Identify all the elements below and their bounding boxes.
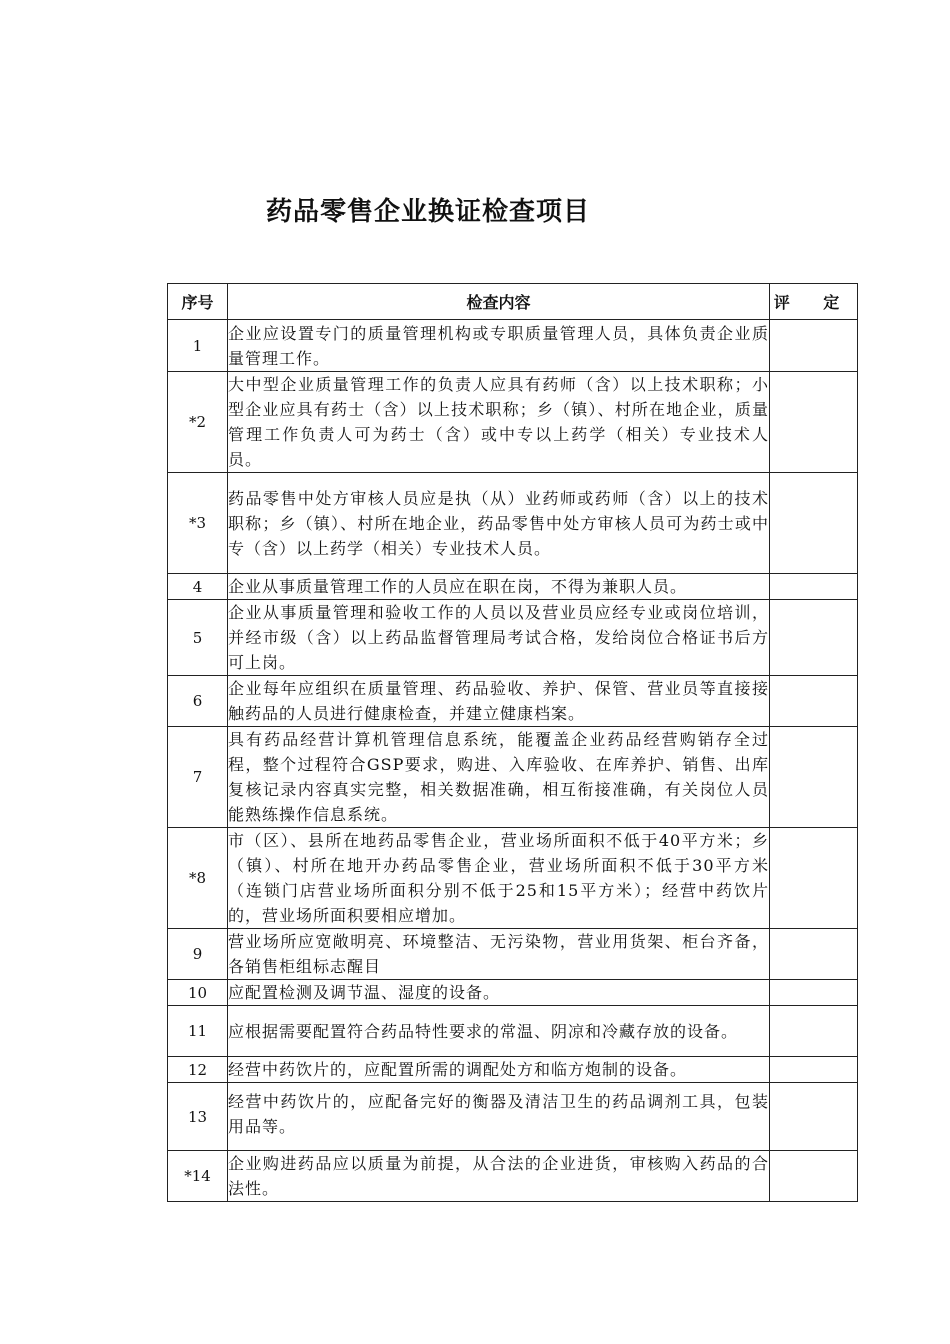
row-number: *8 — [168, 828, 228, 929]
table-row — [168, 676, 858, 727]
table-row — [168, 1057, 858, 1083]
row-rating-cell[interactable] — [770, 372, 858, 473]
table-row — [168, 473, 858, 574]
table-row — [168, 980, 858, 1006]
row-number: *3 — [168, 473, 228, 574]
row-rating-cell[interactable] — [770, 980, 858, 1006]
table-row — [168, 372, 858, 473]
row-content: 营业场所应宽敞明亮、环境整洁、无污染物，营业用货架、柜台齐备，各销售柜组标志醒目 — [228, 929, 770, 980]
page-title: 药品零售企业换证检查项目 — [266, 197, 591, 227]
row-rating-cell[interactable] — [770, 1057, 858, 1083]
inspection-table — [167, 283, 858, 1202]
header-rating — [770, 284, 858, 320]
row-number: 9 — [168, 929, 228, 980]
row-content: 市（区）、县所在地药品零售企业，营业场所面积不低于40平方米；乡（镇）、村所在地开办药品零售企业，营业场所面积不低于30平方米（连锁门店营业场所面积分别不低于25和15平方米）；经营中药饮片的，营业场所面积要相应增加。 — [228, 828, 770, 929]
row-rating-cell[interactable] — [770, 473, 858, 574]
row-rating-cell[interactable] — [770, 1083, 858, 1151]
header-no: 序号 — [168, 284, 228, 320]
row-rating-cell[interactable] — [770, 320, 858, 372]
table-header-row — [168, 284, 858, 320]
row-rating-cell[interactable] — [770, 574, 858, 600]
row-number: *14 — [168, 1151, 228, 1202]
table-row — [168, 320, 858, 372]
row-number: 7 — [168, 727, 228, 828]
row-number: 1 — [168, 320, 228, 372]
row-content: 应根据需要配置符合药品特性要求的常温、阴凉和冷藏存放的设备。 — [228, 1006, 770, 1057]
table-row — [168, 727, 858, 828]
table-row — [168, 929, 858, 980]
row-number: 10 — [168, 980, 228, 1006]
row-number: 6 — [168, 676, 228, 727]
row-content: 应配置检测及调节温、湿度的设备。 — [228, 980, 770, 1006]
row-rating-cell[interactable] — [770, 600, 858, 676]
table-row — [168, 828, 858, 929]
row-number: 11 — [168, 1006, 228, 1057]
row-content: 药品零售中处方审核人员应是执（从）业药师或药师（含）以上的技术职称；乡（镇）、村所在地企业，药品零售中处方审核人员可为药士或中专（含）以上药学（相关）专业技术人员。 — [228, 473, 770, 574]
row-content: 经营中药饮片的，应配备完好的衡器及清洁卫生的药品调剂工具，包装用品等。 — [228, 1083, 770, 1151]
row-content: 企业购进药品应以质量为前提，从合法的企业进货，审核购入药品的合法性。 — [228, 1151, 770, 1202]
row-rating-cell[interactable] — [770, 1006, 858, 1057]
row-rating-cell[interactable] — [770, 1151, 858, 1202]
row-number: 5 — [168, 600, 228, 676]
header-rating-label: 评 定 — [773, 293, 854, 312]
row-rating-cell[interactable] — [770, 929, 858, 980]
row-number: *2 — [168, 372, 228, 473]
row-number: 12 — [168, 1057, 228, 1083]
row-content: 企业应设置专门的质量管理机构或专职质量管理人员，具体负责企业质量管理工作。 — [228, 320, 770, 372]
row-content: 大中型企业质量管理工作的负责人应具有药师（含）以上技术职称；小型企业应具有药士（含）以上技术职称；乡（镇）、村所在地企业，质量管理工作负责人可为药士（含）或中专以上药学（相关）专业技术人员。 — [228, 372, 770, 473]
row-content: 具有药品经营计算机管理信息系统，能覆盖企业药品经营购销存全过程，整个过程符合GSP要求，购进、入库验收、在库养护、销售、出库复核记录内容真实完整，相关数据准确，相互衔接准确，有关岗位人员能熟练操作信息系统。 — [228, 727, 770, 828]
table-row — [168, 1006, 858, 1057]
row-number: 4 — [168, 574, 228, 600]
table-row — [168, 574, 858, 600]
table-row — [168, 1083, 858, 1151]
row-content: 经营中药饮片的，应配置所需的调配处方和临方炮制的设备。 — [228, 1057, 770, 1083]
row-rating-cell[interactable] — [770, 727, 858, 828]
table-body — [168, 320, 858, 1202]
header-content: 检查内容 — [228, 284, 770, 320]
row-content: 企业从事质量管理和验收工作的人员以及营业员应经专业或岗位培训，并经市级（含）以上药品监督管理局考试合格，发给岗位合格证书后方可上岗。 — [228, 600, 770, 676]
row-number: 13 — [168, 1083, 228, 1151]
row-content: 企业从事质量管理工作的人员应在职在岗，不得为兼职人员。 — [228, 574, 770, 600]
table-row — [168, 600, 858, 676]
row-content: 企业每年应组织在质量管理、药品验收、养护、保管、营业员等直接接触药品的人员进行健康检查，并建立健康档案。 — [228, 676, 770, 727]
row-rating-cell[interactable] — [770, 828, 858, 929]
table-row — [168, 1151, 858, 1202]
row-rating-cell[interactable] — [770, 676, 858, 727]
